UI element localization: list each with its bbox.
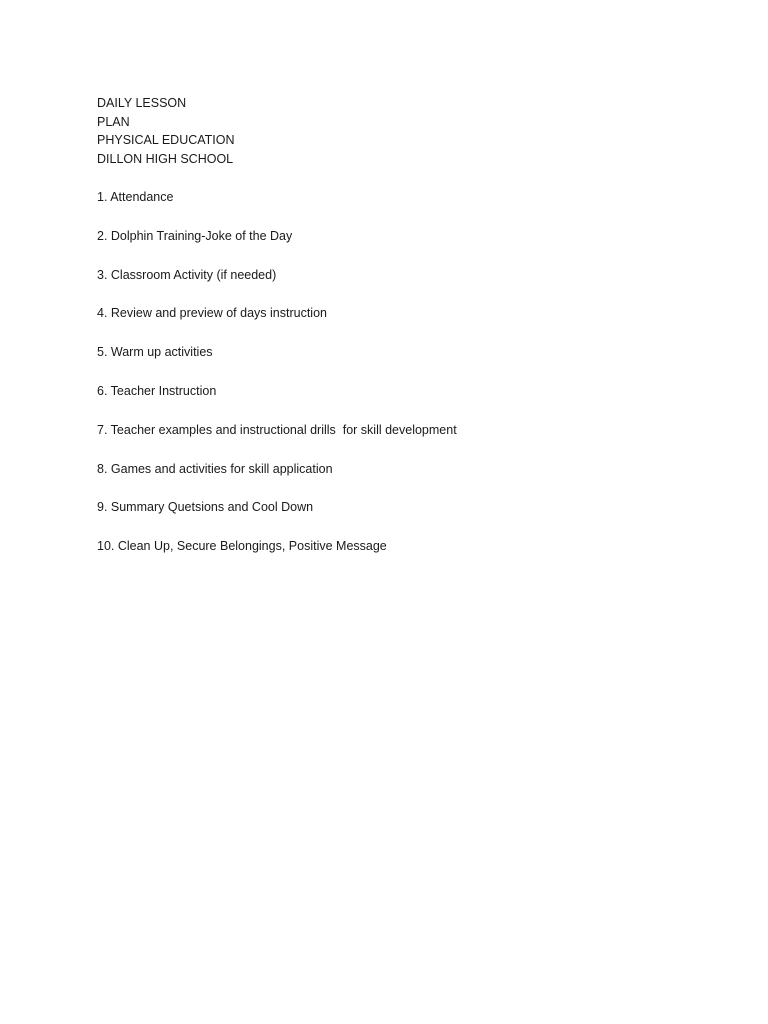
list-item: 7. Teacher examples and instructional drills for skill development	[97, 422, 457, 437]
header-line-plan: PLAN	[97, 114, 130, 129]
list-item: 3. Classroom Activity (if needed)	[97, 267, 277, 282]
list-item: 10. Clean Up, Secure Belongings, Positive Message	[97, 539, 387, 554]
list-item: 2. Dolphin Training-Joke of the Day	[97, 228, 293, 243]
list-item: 8. Games and activities for skill application	[97, 461, 333, 476]
list-item: 5. Warm up activities	[97, 345, 213, 360]
list-item: 9. Summary Quetsions and Cool Down	[97, 500, 314, 515]
header-line-daily-lesson: DAILY LESSON	[97, 96, 187, 110]
document-header	[97, 94, 697, 168]
header-line-subject: PHYSICAL EDUCATION	[97, 133, 235, 148]
list-item: 4. Review and preview of days instruction	[97, 306, 327, 321]
list-item: 6. Teacher Instruction	[97, 383, 217, 398]
lesson-steps-list	[97, 188, 737, 576]
list-item: 1. Attendance	[97, 190, 174, 204]
header-line-school: DILLON HIGH SCHOOL	[97, 151, 234, 166]
